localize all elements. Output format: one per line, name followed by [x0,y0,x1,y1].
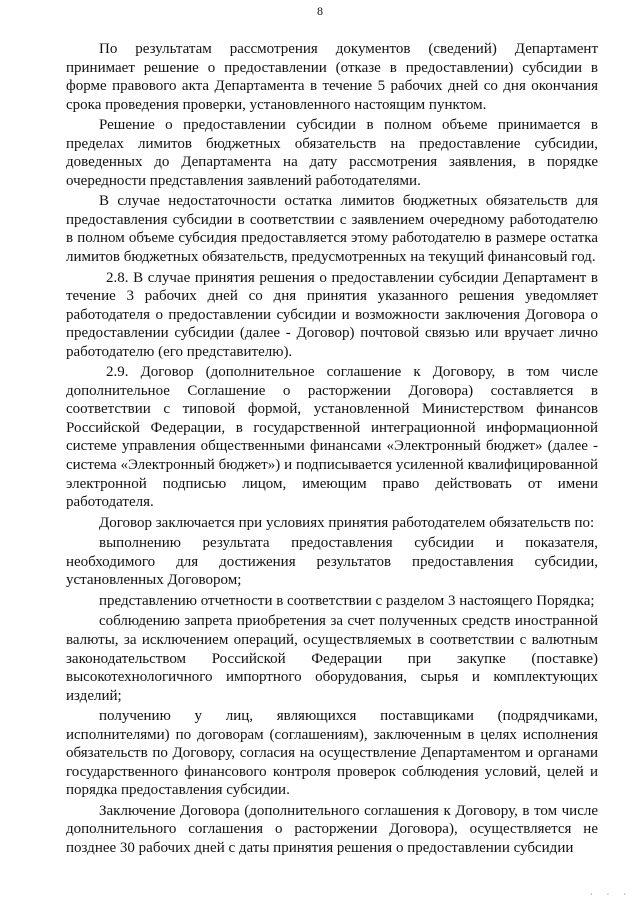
paragraph-2-9: 2.9. Договор (дополнительное соглашение к Договору, в том числе дополнительное Соглашение о расторжении Договора) составляется в соответствии с типовой формой, установленной Министерством финансов Российской Федерации, в государственной интеграционной информационной системе управления общественными финансами «Электронный бюджет» (далее - система «Электронный бюджет») и подписывается усиленной квалифицированной электронной подписью лицом, имеющим право действовать от имени работодателя. [66,364,598,511]
paragraph-insufficient-limits: В случае недостаточности остатка лимитов бюджетных обязательств для предоставления субсидии в соответствии с заявлением очередному работодателю в полном объеме субсидия предоставляется этому работодателю в размере остатка лимитов бюджетных обязательств, предусмотренных на текущий финансовый год. [66,193,598,266]
paragraph-decision-timing: По результатам рассмотрения документов (сведений) Департамент принимает решение о предоставлении (отказе в предоставлении) субсидии в форме правового акта Департамента в течение 5 рабочих дней со дня окончания срока проведения проверки, установленного настоящим пунктом. [66,41,598,113]
paragraph-contract-deadline: Заключение Договора (дополнительного соглашения к Договору, в том числе дополнительного соглашения о расторжении Договора), осуществляется не позднее 30 рабочих дней с даты принятия решения о предоставлении субсидии [66,802,598,856]
paragraph-2-8: 2.8. В случае принятия решения о предоставлении субсидии Департамент в течение 3 рабочих дней со дня принятия указанного решения уведомляет работодателя о предоставлении субсидии и возможности заключения Договора о предоставлении субсидии (далее - Договор) почтовой связью или вручает лично работодателю (его представителю). [66,269,598,360]
paragraph-full-amount: Решение о предоставлении субсидии в полном объеме принимается в пределах лимитов бюджетных обязательств на предоставление субсидии, доведенных до Департамента на дату рассмотрения заявления, в порядке очередности представления заявлений работодателями. [66,117,598,189]
scan-artifact: · · · [590,890,632,899]
list-item-result: выполнению результата предоставления субсидии и показателя, необходимого для достижения результатов предоставления субсидии, установленных Договором; [66,535,598,589]
paragraph-contract-conditions: Договор заключается при условиях принятия работодателем обязательств по: [99,514,595,531]
list-item-currency-ban: соблюдению запрета приобретения за счет полученных средств иностранной валюты, за исключением операций, осуществляемых в соответствии с валютным законодательством Российской Федерации при закупке (поставке) высокотехнологичного импортного оборудования, сырья и комплектующих изделий; [66,613,598,704]
document-body [66,40,598,858]
page-number: 8 [317,4,323,18]
list-item-reporting: представлению отчетности в соответствии с разделом 3 настоящего Порядка; [99,592,595,609]
list-item-supplier-consent: получению у лиц, являющихся поставщиками (подрядчиками, исполнителями) по договорам (соглашениям), заключенным в целях исполнения обязательств по Договору, согласия на осуществление Департаментом и органами государственного финансового контроля проверок соблюдения условий, целей и порядка предоставления субсидии. [66,708,598,799]
